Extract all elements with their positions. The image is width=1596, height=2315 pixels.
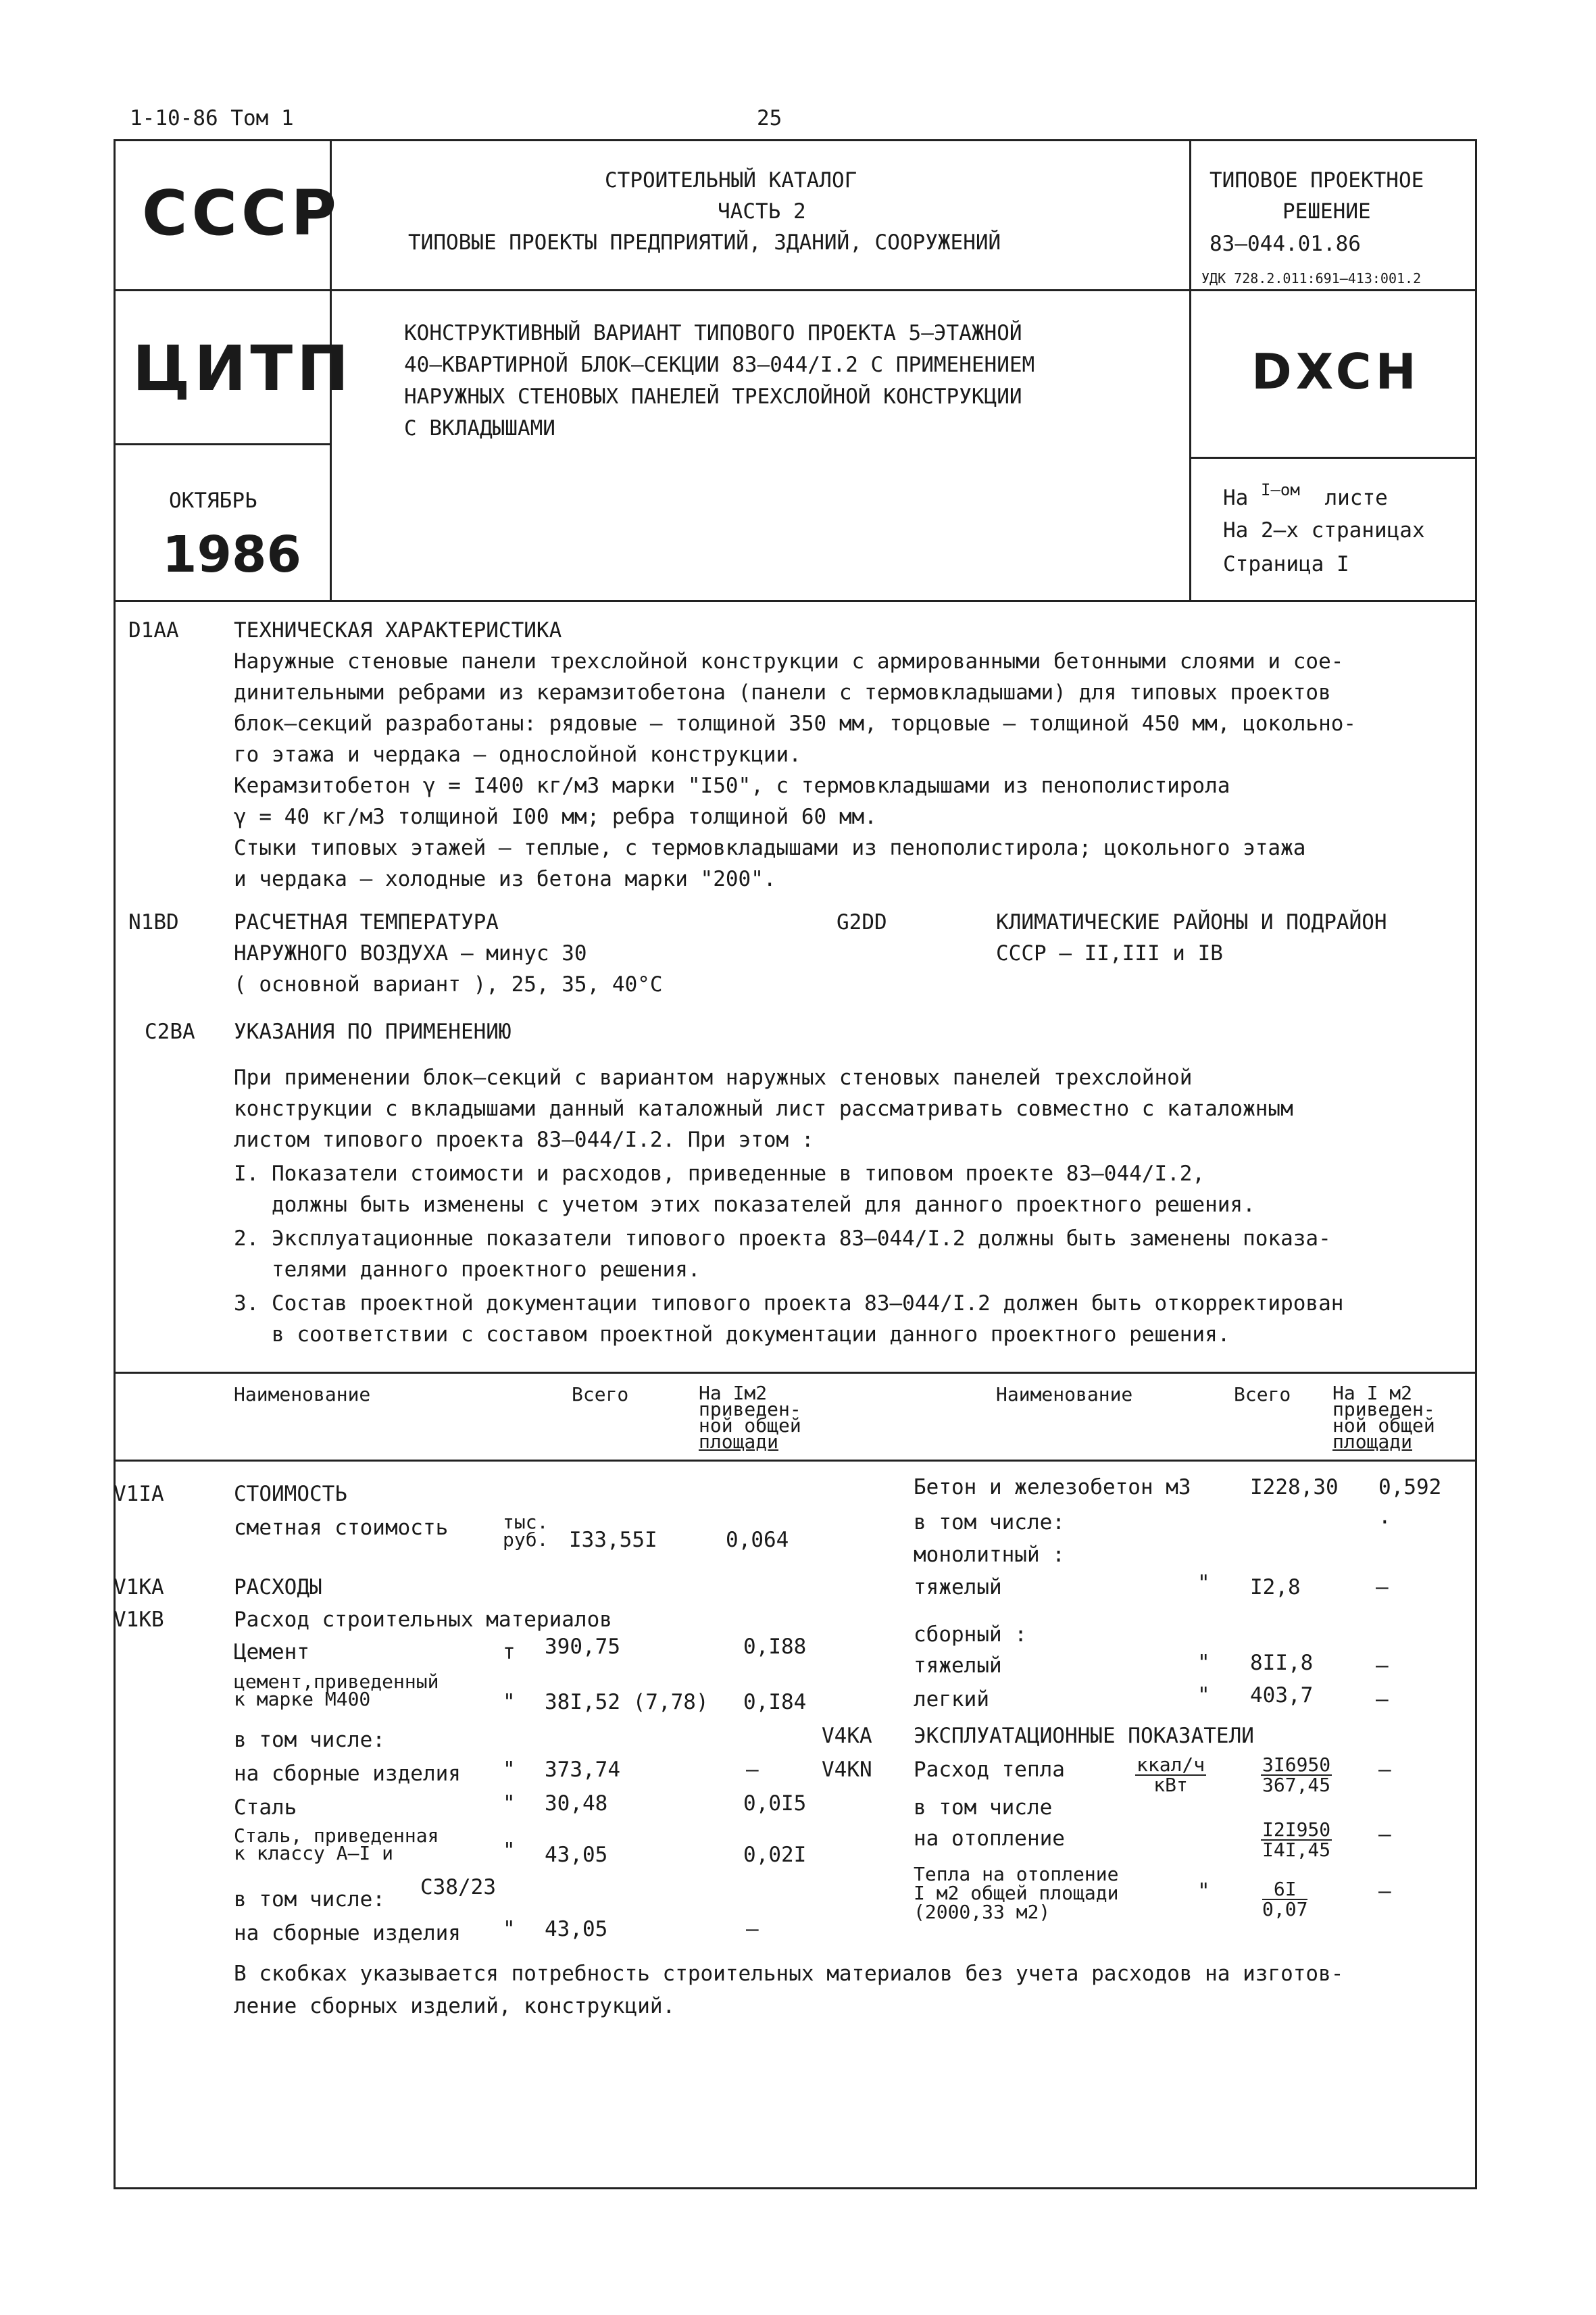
usage-line-5: должны быть изменены с учетом этих показателей для данного проектного решения.: [234, 1193, 1255, 1217]
row-cement-total: 390,75: [545, 1635, 620, 1659]
row-cement-per: 0,I88: [743, 1635, 807, 1659]
org-ussr: СССР: [142, 177, 341, 249]
header-row-line-1: [114, 289, 1477, 291]
project-title-line-2: 40–КВАРТИРНОЙ БЛОК–СЕКЦИИ 83–044/I.2 С ПРИМЕНЕНИЕМ: [404, 353, 1035, 377]
udk-code: УДК 728.2.011:691–413:001.2: [1201, 270, 1422, 287]
th-right-per-1: На I м2: [1332, 1382, 1413, 1404]
row-monolithic: монолитный :: [914, 1543, 1065, 1567]
row-heat-incl: в том числе: [914, 1795, 1053, 1820]
row-steel-class-total: 43,05: [545, 1843, 608, 1867]
issue-month: ОКТЯБРЬ: [169, 489, 257, 513]
row-heat-m2-total-den: 0,07: [1262, 1898, 1308, 1920]
document-reference: 1-10-86 Том 1: [130, 106, 294, 130]
row-code-operation: V4KA: [822, 1724, 872, 1748]
project-title-line-4: С ВКЛАДЫШАМИ: [404, 416, 555, 441]
tech-line-3: блок–секций разработаны: рядовые – толщиной 350 мм, торцовые – толщиной 450 мм, цокольно-: [234, 712, 1357, 736]
row-heat-m2-per: –: [1378, 1879, 1391, 1903]
tech-line-2: динительными ребрами из керамзитобетона (панели с термовкладышами) для типовых проектов: [234, 680, 1331, 705]
row-heating-name: на отопление: [914, 1826, 1065, 1851]
project-title-line-3: НАРУЖНЫХ СТЕНОВЫХ ПАНЕЛЕЙ ТРЕХСЛОЙНОЙ КОНСТРУКЦИИ: [404, 384, 1022, 409]
th-right-per-3: ной общей: [1332, 1414, 1435, 1437]
th-left-name: Наименование: [234, 1383, 371, 1405]
row-cement-m400-name: [234, 1670, 439, 1710]
row-heating-total-num: I2I950: [1262, 1818, 1331, 1841]
project-title-line-1: КОНСТРУКТИВНЫЙ ВАРИАНТ ТИПОВОГО ПРОЕКТА 5–ЭТАЖНОЙ: [404, 321, 1022, 345]
row-steel-grade: С38/23: [420, 1875, 496, 1899]
row-expenses-heading: РАСХОДЫ: [234, 1575, 322, 1599]
usage-line-9: в соответствии с составом проектной документации данного проектного решения.: [234, 1322, 1230, 1347]
usage-line-1: При применении блок–секций с вариантом наружных стеновых панелей трехслойной: [234, 1066, 1193, 1090]
usage-line-8: 3. Состав проектной документации типового проекта 83–044/I.2 должен быть откорректирован: [234, 1291, 1344, 1316]
row-estimate-per: 0,064: [726, 1528, 789, 1552]
temp-line-1: РАСЧЕТНАЯ ТЕМПЕРАТУРА: [234, 910, 499, 935]
usage-line-7: телями данного проектного решения.: [234, 1258, 701, 1282]
row-prefab-r: сборный :: [914, 1622, 1027, 1647]
usage-line-4: I. Показатели стоимости и расходов, приведенные в типовом проекте 83–044/I.2,: [234, 1162, 1205, 1186]
climate-line-1: КЛИМАТИЧЕСКИЕ РАЙОНЫ И ПОДРАЙОН: [996, 910, 1387, 935]
solution-label-2: РЕШЕНИЕ: [1282, 199, 1371, 224]
header-row-line-2-left: [114, 443, 330, 445]
solution-label-1: ТИПОВОЕ ПРОЕКТНОЕ: [1210, 168, 1424, 193]
row-prefab2-per: –: [746, 1917, 759, 1941]
footnote-line-2: ление сборных изделий, конструкций.: [234, 1994, 676, 2018]
row-steel-name: Сталь: [234, 1795, 297, 1820]
row-heat-m2-name-1: Тепла на отопление: [914, 1863, 1119, 1885]
row-cement-m400-unit: ": [503, 1690, 516, 1714]
row-cement-m400-total: 38I,52 (7,78): [545, 1690, 709, 1714]
row-operation-heading: ЭКСПЛУАТАЦИОННЫЕ ПОКАЗАТЕЛИ: [914, 1724, 1254, 1748]
row-light-total: 403,7: [1250, 1683, 1314, 1708]
row-estimate-unit: [503, 1511, 549, 1551]
row-r-incl: в том числе:: [914, 1510, 1065, 1535]
row-prefab-per: –: [746, 1758, 759, 1782]
row-mono-heavy-per: –: [1376, 1575, 1389, 1599]
row-heat-m2-name-2: I м2 общей площади: [914, 1882, 1119, 1904]
th-left-per-1: На Iм2: [699, 1382, 768, 1404]
usage-line-2: конструкции с вкладышами данный каталожный лист рассматривать совместно с каталожным: [234, 1097, 1293, 1121]
row-steel-class-name-2: к классу А–I и: [234, 1842, 394, 1864]
page-info: Страница I: [1223, 552, 1349, 576]
row-code-expenses: V1KA: [114, 1575, 164, 1599]
row-r-incl-mark: ·: [1378, 1510, 1391, 1535]
row-steel-class-per: 0,02I: [743, 1843, 807, 1867]
page-number: 25: [757, 106, 782, 130]
row-prefab2-name: на сборные изделия: [234, 1921, 461, 1945]
row-cement-m400-per: 0,I84: [743, 1690, 807, 1714]
row-materials-heading: Расход строительных материалов: [234, 1608, 612, 1632]
th-right-per-4: площади: [1332, 1430, 1413, 1453]
row-heat-unit-num: ккал/ч: [1137, 1753, 1205, 1776]
row-steel-total: 30,48: [545, 1791, 608, 1816]
tech-line-8: и чердака – холодные из бетона марки "200".: [234, 867, 776, 891]
row-heat-m2-total: [1262, 1880, 1307, 1919]
th-right-total: Всего: [1234, 1383, 1291, 1405]
row-cement-unit: т: [503, 1640, 516, 1664]
row-cement-m400-name-2: к марке М400: [234, 1688, 371, 1710]
catalog-line-1: СТРОИТЕЛЬНЫЙ КАТАЛОГ: [605, 168, 857, 193]
header-bottom-line: [114, 600, 1477, 602]
row-steel-class-name: [234, 1824, 439, 1864]
tech-line-1: Наружные стеновые панели трехслойной конструкции с армированными бетонными слоями и сое-: [234, 649, 1344, 674]
header-row-line-2-right: [1189, 457, 1477, 459]
row-prefab-unit: ": [503, 1758, 516, 1782]
row-concrete-name: Бетон и железобетон м3: [914, 1475, 1191, 1499]
table-header-line: [114, 1460, 1477, 1462]
solution-number: 83–044.01.86: [1210, 232, 1361, 256]
row-heat-m2-name-3: (2000,33 м2): [914, 1901, 1051, 1923]
row-pre-heavy-total: 8II,8: [1250, 1651, 1314, 1675]
temp-code: N1BD: [128, 910, 179, 935]
row-concrete-per: 0,592: [1378, 1475, 1442, 1499]
climate-line-2: СССР – II,III и IB: [996, 941, 1223, 966]
row-heat-m2-name: [914, 1865, 1118, 1922]
row-cement-m400-name-1: цемент,приведенный: [234, 1670, 439, 1693]
row-code-cost: V1IA: [114, 1482, 164, 1506]
th-left-per-2: приведен-: [699, 1398, 801, 1420]
row-concrete-total: I228,30: [1250, 1475, 1339, 1499]
row-heating-total: [1261, 1820, 1332, 1860]
th-right-per-2: приведен-: [1332, 1398, 1435, 1420]
usage-line-3: листом типового проекта 83–044/I.2. При этом :: [234, 1128, 814, 1152]
row-light-per: –: [1376, 1687, 1389, 1712]
header-divider-right: [1189, 139, 1191, 601]
row-mono-heavy-total: I2,8: [1250, 1575, 1301, 1599]
sheet-info-b: листе: [1324, 486, 1388, 510]
row-steel-class-unit: ": [503, 1839, 516, 1863]
row-heat-m2-unit: ": [1197, 1879, 1210, 1903]
row-estimate-unit-1: тыс.: [503, 1511, 549, 1533]
temp-line-2: НАРУЖНОГО ВОЗДУХА – минус 30: [234, 941, 587, 966]
tech-heading: ТЕХНИЧЕСКАЯ ХАРАКТЕРИСТИКА: [234, 618, 562, 643]
row-estimate-unit-2: руб.: [503, 1528, 549, 1551]
row-steel-class-name-1: Сталь, приведенная: [234, 1824, 439, 1847]
row-heat-total-den: 367,45: [1262, 1774, 1331, 1796]
row-heat-m2-total-num: 6I: [1262, 1880, 1307, 1900]
sheet-info-a: На: [1223, 486, 1249, 510]
row-heat-unit: [1135, 1753, 1206, 1796]
usage-heading: УКАЗАНИЯ ПО ПРИМЕНЕНИЮ: [234, 1020, 512, 1044]
tech-line-5: Керамзитобетон γ = I400 кг/м3 марки "I50", с термовкладышами из пенополистирола: [234, 774, 1230, 798]
row-prefab-total: 373,74: [545, 1758, 620, 1782]
row-pre-heavy-per: –: [1376, 1653, 1389, 1678]
usage-code: C2BA: [145, 1020, 195, 1044]
row-mono-heavy-name: тяжелый: [914, 1575, 1002, 1599]
row-light-name: легкий: [914, 1687, 989, 1712]
temp-line-3: ( основной вариант ), 25, 35, 40°С: [234, 972, 663, 997]
sheet-info-sup: I–ом: [1261, 480, 1300, 499]
row-prefab2-unit: ": [503, 1917, 516, 1941]
row-cost-heading: СТОИМОСТЬ: [234, 1482, 347, 1506]
row-code-materials: V1KB: [114, 1608, 164, 1632]
row-incl-2: в том числе:: [234, 1887, 385, 1912]
row-heat-per: –: [1378, 1758, 1391, 1782]
row-estimate-name: сметная стоимость: [234, 1516, 449, 1540]
row-steel-per: 0,0I5: [743, 1791, 807, 1816]
tech-code: D1AA: [128, 618, 179, 643]
row-prefab-name: на сборные изделия: [234, 1762, 461, 1786]
footnote-line-1: В скобках указывается потребность строительных материалов без учета расходов на изготов-: [234, 1962, 1344, 1986]
th-left-total: Всего: [572, 1383, 629, 1405]
row-steel-unit: ": [503, 1791, 516, 1816]
org-citp: ЦИТП: [132, 332, 353, 405]
row-light-unit: ": [1197, 1683, 1210, 1708]
row-incl-1: в том числе:: [234, 1728, 385, 1752]
row-heat-total-num: 3I6950: [1262, 1753, 1331, 1776]
row-heat-unit-den: кВт: [1153, 1774, 1188, 1796]
row-prefab2-total: 43,05: [545, 1917, 608, 1941]
usage-line-6: 2. Эксплуатационные показатели типового проекта 83–044/I.2 должны быть заменены показа-: [234, 1226, 1331, 1251]
th-left-per-3: ной общей: [699, 1414, 801, 1437]
row-mono-heavy-unit: ": [1197, 1571, 1210, 1595]
pages-info: На 2–х страницах: [1223, 518, 1425, 543]
table-top-line: [114, 1372, 1477, 1374]
row-estimate-total: I33,55I: [569, 1528, 657, 1552]
th-right-name: Наименование: [996, 1383, 1133, 1405]
th-left-per: [699, 1382, 801, 1453]
row-heating-per: –: [1378, 1822, 1391, 1847]
sheet-info: [1223, 480, 1388, 510]
th-left-per-4: площади: [699, 1430, 779, 1453]
row-heat-name: Расход тепла: [914, 1758, 1065, 1782]
row-pre-heavy-name: тяжелый: [914, 1653, 1002, 1678]
climate-code: G2DD: [837, 910, 887, 935]
row-cement-name: Цемент: [234, 1640, 309, 1664]
row-heating-total-den: I4I,45: [1262, 1839, 1331, 1861]
th-right-per: [1332, 1382, 1435, 1453]
catalog-line-2: ЧАСТЬ 2: [718, 199, 806, 224]
row-heat-total: [1261, 1753, 1332, 1796]
tech-line-4: го этажа и чердака – однослойной конструкции.: [234, 743, 801, 767]
issue-year: 1986: [162, 526, 301, 584]
classification-code: DXCH: [1251, 343, 1420, 400]
row-code-heat: V4KN: [822, 1758, 872, 1782]
tech-line-6: γ = 40 кг/м3 толщиной I00 мм; ребра толщиной 60 мм.: [234, 805, 877, 829]
catalog-line-3: ТИПОВЫЕ ПРОЕКТЫ ПРЕДПРИЯТИЙ, ЗДАНИЙ, СООРУЖЕНИЙ: [408, 230, 1001, 255]
tech-line-7: Стыки типовых этажей – теплые, с термовкладышами из пенополистирола; цокольного этажа: [234, 836, 1306, 860]
row-pre-heavy-unit: ": [1197, 1651, 1210, 1675]
